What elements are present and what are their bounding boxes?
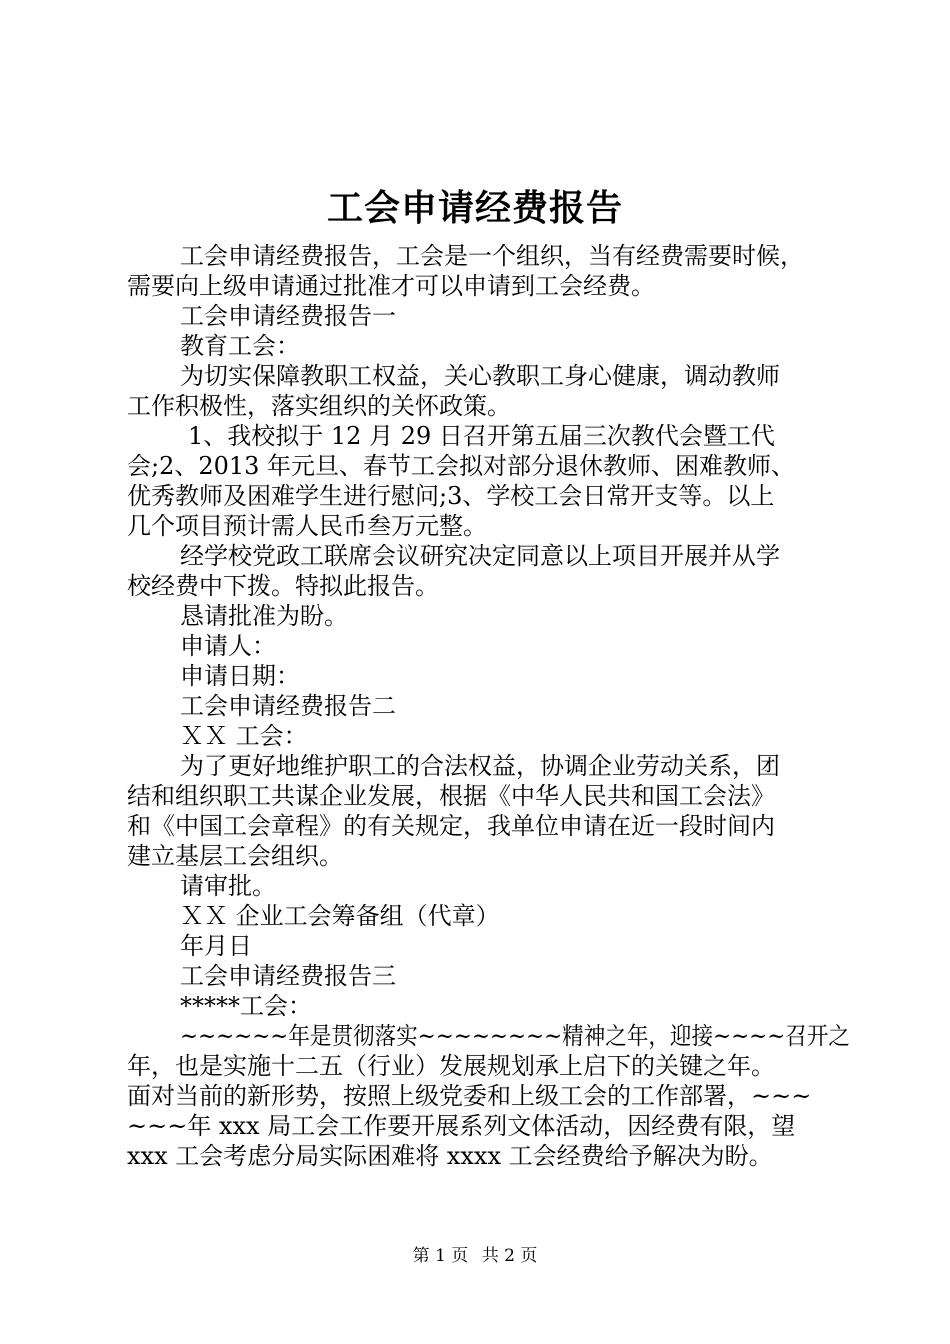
paragraph-line: 为切实保障教职工权益，关心教职工身心健康，调动教师	[180, 362, 780, 390]
paragraph-line: ~~~年 xxx 局工会工作要开展系列文体活动，因经费有限，望	[127, 1112, 796, 1140]
paragraph-line: 请审批。	[180, 872, 276, 900]
paragraph-line: 工会申请经费报告三	[180, 962, 396, 990]
paragraph-line: 经学校党政工联席会议研究决定同意以上项目开展并从学	[180, 542, 780, 570]
paragraph-line: 优秀教师及困难学生进行慰问;3、学校工会日常开支等。以上	[127, 482, 775, 510]
paragraph-line: 校经费中下拨。特拟此报告。	[127, 572, 439, 600]
paragraph-line: 教育工会：	[180, 332, 300, 360]
page-number: 第 1 页	[412, 1246, 469, 1266]
paragraph-line: 申请人：	[180, 632, 276, 660]
paragraph-line: 申请日期：	[180, 662, 300, 690]
paragraph-line: 工会申请经费报告二	[180, 692, 396, 720]
paragraph-line: 为了更好地维护职工的合法权益，协调企业劳动关系，团	[180, 752, 780, 780]
page-total: 共 2 页	[481, 1246, 538, 1266]
paragraph-line: 工作积极性，落实组织的关怀政策。	[127, 392, 511, 420]
paragraph-line: *****工会：	[180, 992, 312, 1020]
paragraph-line: 年，也是实施十二五（行业）发展规划承上启下的关键之年。	[127, 1052, 775, 1080]
paragraph-line: ＸＸ 工会：	[180, 722, 308, 750]
paragraph-line: 结和组织职工共谋企业发展，根据《中华人民共和国工会法》	[127, 782, 775, 810]
document-title: 工会申请经费报告	[326, 187, 623, 229]
paragraph-line: xxx 工会考虑分局实际困难将 xxxx 工会经费给予解决为盼。	[127, 1142, 773, 1170]
paragraph-line: ＸＸ 企业工会筹备组（代章）	[180, 902, 500, 930]
paragraph-line: 年月日	[180, 932, 252, 960]
paragraph-line: 会;2、2013 年元旦、春节工会拟对部分退休教师、困难教师、	[127, 452, 796, 480]
paragraph-line: 工会申请经费报告，工会是一个组织，当有经费需要时候，	[180, 242, 804, 270]
paragraph-line: 几个项目预计需人民币叁万元整。	[127, 512, 487, 540]
paragraph-line: 1、我校拟于 12 月 29 日召开第五届三次教代会暨工代	[188, 422, 775, 450]
paragraph-line: 工会申请经费报告一	[180, 302, 396, 330]
paragraph-line: 需要向上级申请通过批准才可以申请到工会经费。	[127, 272, 655, 300]
paragraph-line: 建立基层工会组织。	[127, 842, 343, 870]
paragraph-line: 恳请批准为盼。	[180, 602, 348, 630]
paragraph-line: 和《中国工会章程》的有关规定，我单位申请在近一段时间内	[127, 812, 775, 840]
paragraph-line: 面对当前的新形势，按照上级党委和上级工会的工作部署，~~~	[127, 1082, 812, 1110]
page-footer	[0, 1246, 950, 1266]
paragraph-line: ~~~~~~年是贯彻落实~~~~~~~~精神之年，迎接~~~~召开之	[180, 1022, 850, 1050]
